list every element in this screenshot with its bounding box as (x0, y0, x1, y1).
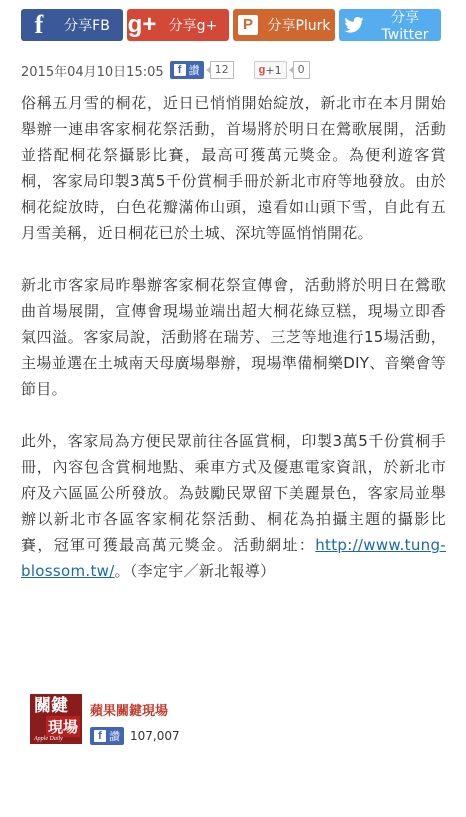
logo-line3: Apple Daily (34, 736, 63, 742)
article-paragraph (21, 428, 446, 584)
apple-daily-key-scene-logo[interactable] (30, 694, 82, 744)
event-website-link[interactable]: http://www.tung-blossom.tw/ (21, 536, 446, 580)
plurk-icon-glyph: P (238, 15, 258, 35)
facebook-icon: f (174, 64, 186, 76)
source-fb-like-button[interactable] (90, 727, 124, 745)
article-body (21, 90, 446, 610)
source-fb-like-label: 讚 (109, 730, 120, 743)
share-twitter-button[interactable] (339, 9, 441, 41)
fb-like-label: 讚 (188, 64, 200, 77)
share-facebook-label: 分享FB (64, 18, 110, 34)
googleplus-icon: g+ (127, 11, 157, 38)
share-googleplus-label: 分享g+ (168, 18, 218, 34)
plurk-icon (233, 9, 263, 41)
share-plurk-label: 分享Plurk (267, 18, 331, 34)
fb-like-count: 12 (210, 61, 234, 79)
article-meta (21, 60, 310, 80)
gplus-count: 0 (293, 61, 310, 79)
share-googleplus-button[interactable] (127, 9, 229, 41)
facebook-icon: f (34, 10, 44, 39)
googleplus-icon: g (258, 64, 266, 76)
share-bar (21, 9, 441, 41)
facebook-icon: f (94, 730, 106, 742)
logo-line1: 關鍵 (34, 696, 68, 716)
article-paragraph: 新北市客家局昨舉辦客家桐花祭宣傳會，活動將於明日在鶯歌曲首場展開，宣傳會現場並端出超大桐花綠豆糕，現場立即香氣四溢。客家局說，活動將在瑞芳、三芝等地進行15場活動，主場並選在土城南天母廣場舉辦，現場準備桐樂DIY、音樂會等節目。 (21, 276, 446, 398)
share-twitter-label: 分享Twitter (381, 10, 429, 43)
article-paragraph-text: 此外，客家局為方便民眾前往各區賞桐，印製3萬5千份賞桐手冊，內容包含賞桐地點、乘車方式及優惠電家資訊，於新北市府及六區區公所發放。為鼓勵民眾留下美麗景色，客家局並舉辦以新北市各區客家桐花祭活動、桐花為拍攝主題的攝影比賽，冠軍可獲最高萬元獎金。活動網址： (21, 432, 446, 554)
source-like-row (90, 727, 180, 745)
share-facebook-button[interactable] (21, 9, 123, 41)
source-info (90, 694, 180, 745)
publish-date: 2015年04月10日15:05 (21, 64, 164, 80)
source-like-count: 107,007 (130, 729, 180, 743)
logo-line2: 現場 (48, 718, 79, 736)
twitter-bird-icon (339, 9, 369, 41)
article-byline: 。（李定宇／新北報導） (114, 562, 276, 580)
gplus-one-label: +1 (265, 63, 282, 77)
source-block (30, 694, 180, 745)
share-plurk-button[interactable] (233, 9, 335, 41)
source-name[interactable]: 蘋果關鍵現場 (90, 704, 169, 719)
article-paragraph: 俗稱五月雪的桐花，近日已悄悄開始綻放，新北市在本月開始舉辦一連串客家桐花祭活動，首場將於明日在鶯歌展開，活動並搭配桐花祭攝影比賽，最高可獲萬元獎金。為便利遊客賞桐，客家局印製3萬5千份賞桐手冊於新北市府等地發放。由於桐花綻放時，白色花瓣滿佈山頭，遠看如山頭下雪，自此有五月雪美稱，近日桐花已於土城、深坑等區悄悄開花。 (21, 94, 446, 242)
gplus-one-button[interactable] (254, 61, 287, 79)
fb-like-button[interactable] (170, 61, 204, 79)
